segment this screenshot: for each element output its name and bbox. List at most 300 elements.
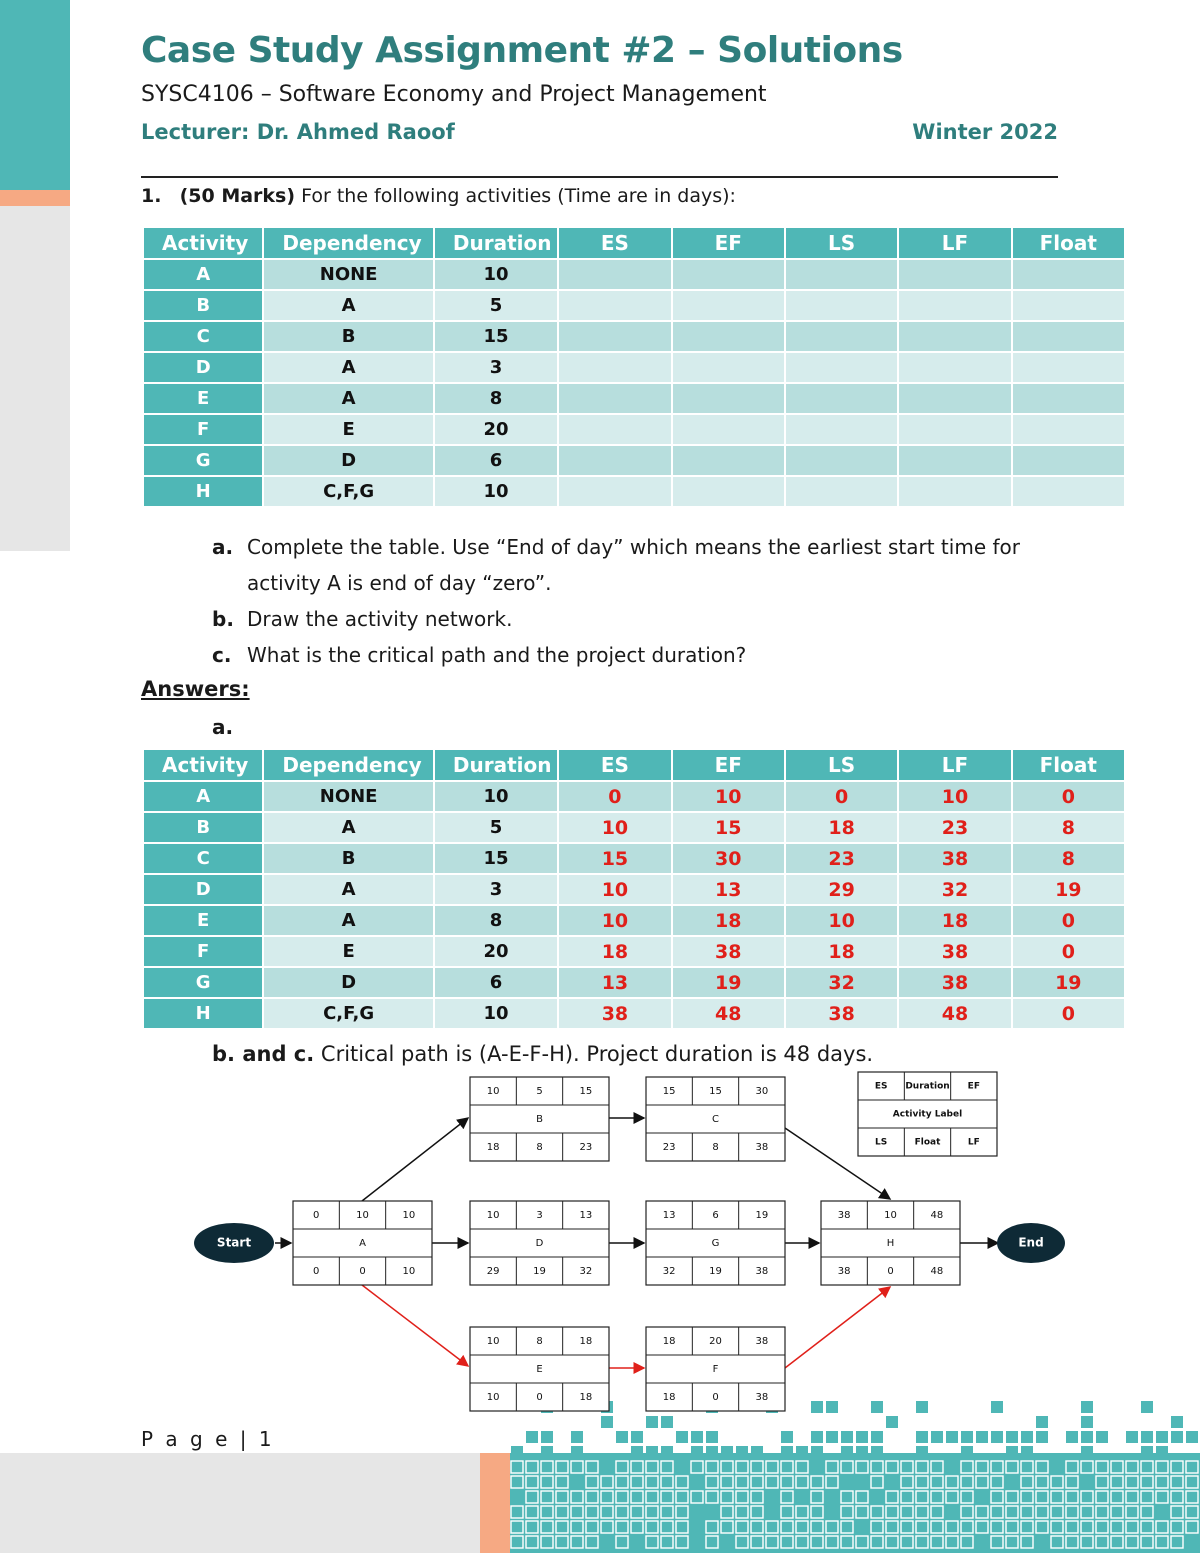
pixel-square [736,1506,748,1518]
table-row [144,260,1124,289]
item-mark: c. [212,643,232,667]
pixel-square [706,1521,718,1533]
table-row [144,384,1124,413]
pixel-square [571,1446,583,1458]
pixel-square [961,1446,973,1458]
pixel-square [991,1491,1003,1503]
pixel-square [601,1521,613,1533]
pixel-square [1141,1461,1153,1473]
pixel-square [1096,1491,1108,1503]
table-row [144,937,1124,966]
pixel-square [1186,1506,1198,1518]
cell-ef [673,446,784,475]
cell-lf [899,260,1010,289]
pixel-square [1081,1521,1093,1533]
cell-duration: 10 [435,260,557,289]
pixel-square [1126,1476,1138,1488]
cell-ef [673,477,784,506]
pixel-square [901,1506,913,1518]
pixel-square [1156,1446,1168,1458]
node-es: 10 [486,1336,500,1347]
pixel-square [646,1521,658,1533]
pixel-square [586,1476,598,1488]
pixel-square [751,1491,763,1503]
cell-ef: 13 [673,875,784,904]
pixel-square [886,1521,898,1533]
pixel-square [736,1446,748,1458]
node-float: 19 [709,1266,722,1277]
cell-lf [899,415,1010,444]
node-lf: 38 [755,1392,769,1403]
pixel-square [946,1431,958,1443]
cell-es: 10 [559,875,670,904]
table-row [144,353,1124,382]
pixel-square [1066,1461,1078,1473]
cell-float: 0 [1013,782,1124,811]
pixel-square [826,1431,838,1443]
pixel-square [766,1536,778,1548]
pixel-square [1096,1476,1108,1488]
item-mark: b. [212,607,234,631]
pixel-square [976,1506,988,1518]
pixel-square [916,1506,928,1518]
pixel-square [796,1506,808,1518]
start-node-label: Start [216,1235,252,1250]
node-es: 0 [312,1210,320,1221]
cell-ls [786,415,897,444]
pixel-square [1096,1431,1108,1443]
pixel-square [616,1506,628,1518]
pixel-square [1021,1536,1033,1548]
pixel-square [1171,1536,1183,1548]
pixel-square [706,1431,718,1443]
pixel-square [1036,1521,1048,1533]
pixel-square [1141,1506,1153,1518]
pixel-square [841,1491,853,1503]
cell-es: 18 [559,937,670,966]
legend-lf: LF [967,1137,980,1148]
cell-dependency: A [264,384,433,413]
pixel-square [991,1431,1003,1443]
pixel-square [661,1476,673,1488]
pixel-square [796,1461,808,1473]
pixel-square [1051,1491,1063,1503]
pixel-square [631,1506,643,1518]
column-header-float: Float [1013,750,1124,780]
cell-es [559,260,670,289]
answers-heading: Answers: [141,677,250,701]
pixel-square [811,1476,823,1488]
page-number: P a g e | 1 [141,1427,275,1451]
pixel-square [616,1431,628,1443]
pixel-square [646,1476,658,1488]
pixel-square [1141,1476,1153,1488]
pixel-square [676,1536,688,1548]
node-label: G [711,1238,720,1249]
pixel-square [706,1446,718,1458]
column-header-duration: Duration [435,228,557,258]
pixel-square [721,1446,733,1458]
pixel-square [1006,1521,1018,1533]
pixel-square [1111,1461,1123,1473]
pixel-square [1096,1506,1108,1518]
cell-dependency: NONE [264,260,433,289]
cell-ef: 48 [673,999,784,1028]
pixel-square [646,1461,658,1473]
node-ef: 38 [755,1336,769,1347]
node-duration: 5 [536,1086,543,1097]
pixel-square [721,1506,733,1518]
node-ls: 23 [662,1142,676,1153]
pixel-square [646,1536,658,1548]
pixel-square [586,1506,598,1518]
pixel-square [526,1461,538,1473]
pixel-square [916,1491,928,1503]
pixel-square [541,1536,553,1548]
pixel-square [616,1461,628,1473]
node-es: 10 [486,1210,500,1221]
pixel-square [886,1461,898,1473]
pixel-square [751,1446,763,1458]
pixel-square [1156,1491,1168,1503]
node-duration: 10 [884,1210,897,1221]
table-row [144,782,1124,811]
node-float: 0 [536,1392,543,1403]
pixel-square [1021,1431,1033,1443]
cell-lf: 18 [899,906,1010,935]
table-row [144,322,1124,351]
cell-es: 38 [559,999,670,1028]
pixel-square [1171,1476,1183,1488]
cell-ls: 29 [786,875,897,904]
cell-float: 19 [1013,968,1124,997]
pixel-square [766,1521,778,1533]
pixel-square [601,1491,613,1503]
pixel-square [1156,1521,1168,1533]
pixel-square [541,1521,553,1533]
edge-f-h [785,1287,890,1368]
edge-a-b [362,1118,468,1201]
column-header-lf: LF [899,750,1010,780]
pixel-square [661,1461,673,1473]
question-marks: (50 Marks) [179,185,296,207]
pixel-square [901,1536,913,1548]
node-ef: 18 [579,1336,593,1347]
pixel-square [1141,1491,1153,1503]
left-teal-bar [0,0,70,190]
pixel-square [781,1461,793,1473]
pixel-square [946,1476,958,1488]
pixel-square [736,1521,748,1533]
pixel-square [721,1461,733,1473]
cell-ls [786,322,897,351]
node-es: 13 [662,1210,676,1221]
node-duration: 10 [356,1210,369,1221]
pixel-square [526,1521,538,1533]
cell-ef: 15 [673,813,784,842]
pixel-square [691,1461,703,1473]
node-duration: 3 [536,1210,543,1221]
pixel-square [886,1506,898,1518]
column-header-lf: LF [899,228,1010,258]
table-row [144,875,1124,904]
pixel-square [1081,1431,1093,1443]
cell-ef: 18 [673,906,784,935]
cell-activity: G [144,446,262,475]
pixel-square [796,1536,808,1548]
cell-dependency: B [264,844,433,873]
pixel-square [661,1446,673,1458]
pixel-square [841,1461,853,1473]
pixel-square [916,1431,928,1443]
course-subtitle: SYSC4106 – Software Economy and Project Management [141,82,767,107]
cell-float [1013,260,1124,289]
cell-es: 10 [559,906,670,935]
pixel-square [871,1521,883,1533]
pixel-square [721,1476,733,1488]
node-duration: 20 [709,1336,722,1347]
pixel-square [1171,1431,1183,1443]
pixel-square [631,1491,643,1503]
cell-lf: 32 [899,875,1010,904]
pixel-square [1036,1476,1048,1488]
cell-activity: A [144,782,262,811]
node-ef: 15 [579,1086,593,1097]
pixel-square [1171,1506,1183,1518]
pixel-square [556,1506,568,1518]
pixel-square [1141,1401,1153,1413]
cell-es [559,353,670,382]
node-float: 0 [359,1266,366,1277]
cell-duration: 10 [435,477,557,506]
pixel-square [631,1461,643,1473]
pixel-square [1156,1536,1168,1548]
pixel-square [1081,1536,1093,1548]
cell-ls [786,291,897,320]
pixel-square [736,1476,748,1488]
column-header-activity: Activity [144,750,262,780]
pixel-square [1036,1506,1048,1518]
node-ls: 18 [662,1392,676,1403]
cell-duration: 3 [435,353,557,382]
column-header-float: Float [1013,228,1124,258]
cell-duration: 15 [435,844,557,873]
pixel-square [631,1521,643,1533]
cell-activity: C [144,322,262,351]
cell-activity: E [144,906,262,935]
cell-ls [786,260,897,289]
pixel-square [541,1491,553,1503]
cell-lf [899,446,1010,475]
node-ls: 18 [486,1142,500,1153]
pixel-square [1096,1536,1108,1548]
node-duration: 6 [712,1210,719,1221]
pixel-square [1126,1506,1138,1518]
cell-activity: H [144,477,262,506]
node-es: 38 [837,1210,851,1221]
pixel-square [961,1476,973,1488]
pixel-square [676,1431,688,1443]
critical-path-answer [212,1042,873,1066]
pixel-square [556,1536,568,1548]
cell-duration: 3 [435,875,557,904]
pixel-square [1036,1491,1048,1503]
cell-lf: 38 [899,937,1010,966]
pixel-pattern-decoration [510,1395,1200,1553]
pixel-square [571,1521,583,1533]
pixel-square [1006,1491,1018,1503]
legend-es: ES [874,1081,888,1092]
cell-lf: 23 [899,813,1010,842]
activity-table-blank [142,226,1126,508]
pixel-square [961,1461,973,1473]
pixel-square [1171,1461,1183,1473]
pixel-square [556,1476,568,1488]
pixel-square [991,1476,1003,1488]
pixel-square [916,1521,928,1533]
column-header-ls: LS [786,228,897,258]
pixel-square [661,1491,673,1503]
cell-duration: 6 [435,446,557,475]
node-duration: 15 [709,1086,722,1097]
cell-float: 8 [1013,813,1124,842]
pixel-square [961,1506,973,1518]
node-ef: 48 [930,1210,944,1221]
pixel-square [991,1536,1003,1548]
pixel-square [541,1461,553,1473]
left-orange-bar [0,190,70,206]
cell-es [559,322,670,351]
pixel-square [1006,1506,1018,1518]
pixel-square [751,1521,763,1533]
pixel-square [826,1461,838,1473]
cell-dependency: C,F,G [264,999,433,1028]
pixel-square [946,1521,958,1533]
term-label: Winter 2022 [912,120,1058,144]
cell-lf [899,291,1010,320]
cell-float: 0 [1013,906,1124,935]
cell-dependency: D [264,968,433,997]
node-lf: 23 [579,1142,593,1153]
cell-ef: 30 [673,844,784,873]
pixel-square [1036,1431,1048,1443]
pixel-square [736,1461,748,1473]
answer-bc-text: Critical path is (A-E-F-H). Project duration is 48 days. [320,1042,874,1066]
cell-ef [673,291,784,320]
pixel-square [1096,1521,1108,1533]
cell-ls: 0 [786,782,897,811]
bottom-orange-band [480,1453,510,1553]
pixel-square [781,1521,793,1533]
pixel-square [526,1536,538,1548]
pixel-square [616,1536,628,1548]
table-row [144,813,1124,842]
question-text: For the following activities (Time are in days): [301,185,736,207]
table-row [144,415,1124,444]
pixel-square [781,1491,793,1503]
cell-es: 0 [559,782,670,811]
pixel-square [781,1431,793,1443]
pixel-square [1051,1521,1063,1533]
pixel-square [781,1446,793,1458]
pixel-square [931,1431,943,1443]
pixel-square [706,1491,718,1503]
pixel-square [616,1491,628,1503]
cell-float: 8 [1013,844,1124,873]
pixel-square [811,1431,823,1443]
pixel-square [661,1536,673,1548]
pixel-square [1126,1521,1138,1533]
pixel-square [571,1461,583,1473]
node-ls: 32 [662,1266,676,1277]
node-ef: 30 [755,1086,769,1097]
pixel-square [841,1446,853,1458]
node-ef: 19 [755,1210,769,1221]
node-float: 0 [712,1392,719,1403]
pixel-square [931,1461,943,1473]
pixel-square [631,1446,643,1458]
node-es: 15 [662,1086,676,1097]
pixel-square [841,1506,853,1518]
pixel-square [556,1461,568,1473]
node-label: E [536,1364,543,1375]
pixel-square [871,1506,883,1518]
cell-ls: 23 [786,844,897,873]
pixel-square [1081,1491,1093,1503]
pixel-square [886,1536,898,1548]
question-1 [141,185,736,207]
pixel-square [1081,1416,1093,1428]
cell-ls [786,446,897,475]
pixel-square [586,1536,598,1548]
pixel-square [976,1431,988,1443]
pixel-square [901,1491,913,1503]
table-row [144,906,1124,935]
cell-float: 19 [1013,875,1124,904]
pixel-square [511,1506,523,1518]
pixel-square [616,1476,628,1488]
pixel-square [706,1461,718,1473]
cell-es [559,384,670,413]
cell-dependency: A [264,291,433,320]
cell-float [1013,415,1124,444]
cell-dependency: E [264,937,433,966]
pixel-square [676,1491,688,1503]
cell-dependency: A [264,875,433,904]
cell-activity: D [144,353,262,382]
pixel-square [856,1536,868,1548]
node-duration: 8 [536,1336,543,1347]
pixel-square [1081,1506,1093,1518]
pixel-square [1126,1461,1138,1473]
pixel-square [751,1461,763,1473]
cell-duration: 20 [435,937,557,966]
pixel-square [1006,1431,1018,1443]
pixel-square [511,1461,523,1473]
legend-duration: Duration [905,1081,950,1092]
node-es: 10 [486,1086,500,1097]
legend-float: Float [914,1137,941,1148]
pixel-square [871,1461,883,1473]
cell-duration: 5 [435,813,557,842]
pixel-square [1081,1446,1093,1458]
pixel-square [556,1491,568,1503]
cell-es: 15 [559,844,670,873]
page-title: Case Study Assignment #2 – Solutions [141,30,903,71]
cell-es [559,477,670,506]
pixel-square [991,1506,1003,1518]
pixel-square [706,1536,718,1548]
